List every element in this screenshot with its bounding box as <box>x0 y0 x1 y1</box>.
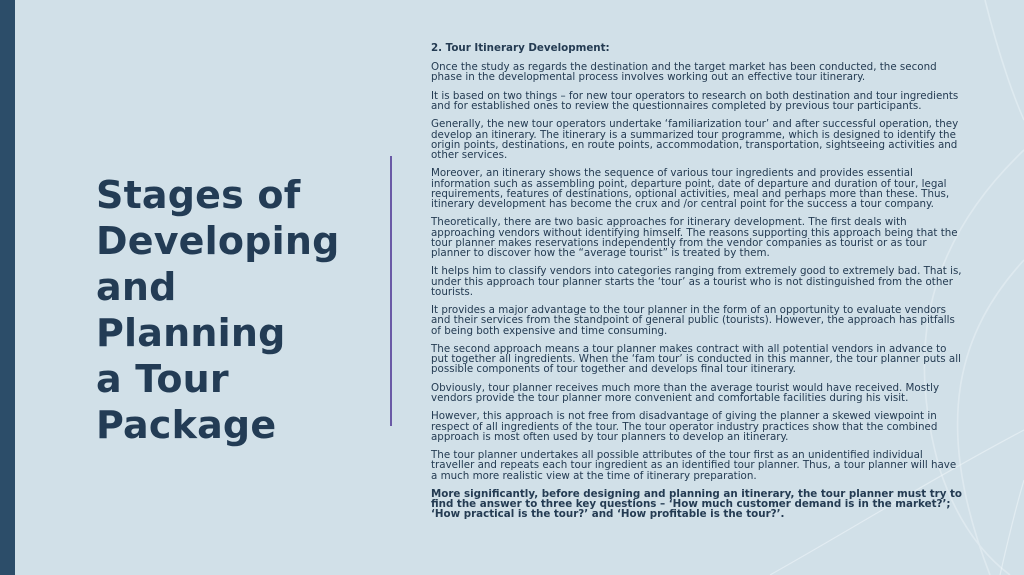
body-paragraph: However, this approach is not free from disadvantage of giving the planner a skewed viewpoint in respect of all ingredients of the tour. The tour operator industry practices show that the combined approach is most often used by tour planners to develop an itinerary. <box>431 410 938 443</box>
body-paragraph: It provides a major advantage to the tour planner in the form of an opportunity to evaluate vendors and their services from the standpoint of general public (tourists). However, the approach has pitfalls of being both expensive and time consuming. <box>431 304 955 337</box>
body-paragraph: It is based on two things – for new tour operators to research on both destination and tour ingredients and for established ones to review the questionnaires completed by previous tour participants. <box>431 89 959 112</box>
slide-body <box>431 43 963 528</box>
title-line: Developing <box>96 219 340 263</box>
body-paragraph: Once the study as regards the destination and the target market has been conducted, the second phase in the developmental process involves working out an effective tour itinerary. <box>431 61 937 84</box>
closing-paragraph: More significantly, before designing and planning an itinerary, the tour planner must try to find the answer to three key questions – ‘How much customer demand is in the market?’; ‘How practical is the tour?’ and ‘How profitable is the tour?’. <box>431 487 963 521</box>
body-paragraph: Generally, the new tour operators undertake ‘familiarization tour’ and after successful operation, they develop an itinerary. The itinerary is a summarized tour programme, which is designed to identify the origin points, destinations, en route points, accommodation, transportation, sightseeing activities and other services. <box>431 118 959 161</box>
title-line: a Tour <box>96 357 229 401</box>
vertical-divider <box>390 156 392 426</box>
body-paragraph: The second approach means a tour planner makes contract with all potential vendors in advance to put together all ingredients. When the ‘fam tour’ is conducted in this manner, the tour planner puts all possible components of tour together and develops final tour itinerary. <box>431 342 961 376</box>
slide-title <box>96 172 376 448</box>
title-line: Stages of <box>96 173 301 217</box>
title-line: Package <box>96 403 277 447</box>
body-paragraph: It helps him to classify vendors into categories ranging from extremely good to extremely bad. That is, under this approach tour planner starts the ‘tour’ as a tourist who is not distinguished from the other tourists. <box>431 265 962 298</box>
body-paragraph: Theoretically, there are two basic approaches for itinerary development. The first deals with approaching vendors without identifying himself. The reasons supporting this approach being that the tour planner makes reservations independently from the vendor companies as tourist or as tour planner to discover how the “average tourist” is treated by them. <box>431 216 958 259</box>
section-heading: 2. Tour Itinerary Development: <box>431 42 610 54</box>
title-line: and Planning <box>96 265 286 355</box>
body-paragraph: Obviously, tour planner receives much more than the average tourist would have received. Mostly vendors provide the tour planner more convenient and comfortable facilities during his visit. <box>431 381 940 404</box>
body-paragraph: Moreover, an itinerary shows the sequence of various tour ingredients and provides essential information such as assembling point, departure point, date of departure and duration of tour, legal requirements, features of destinations, optional activities, meal and perhaps more than these. Thus, itinerary development has become the crux and /or central point for the success a tour company. <box>431 167 950 210</box>
body-paragraph: The tour planner undertakes all possible attributes of the tour first as an unidentified individual traveller and repeats each tour ingredient as an identified tour planner. Thus, a tour planner will have a much more realistic view at the time of itinerary preparation. <box>431 449 957 482</box>
